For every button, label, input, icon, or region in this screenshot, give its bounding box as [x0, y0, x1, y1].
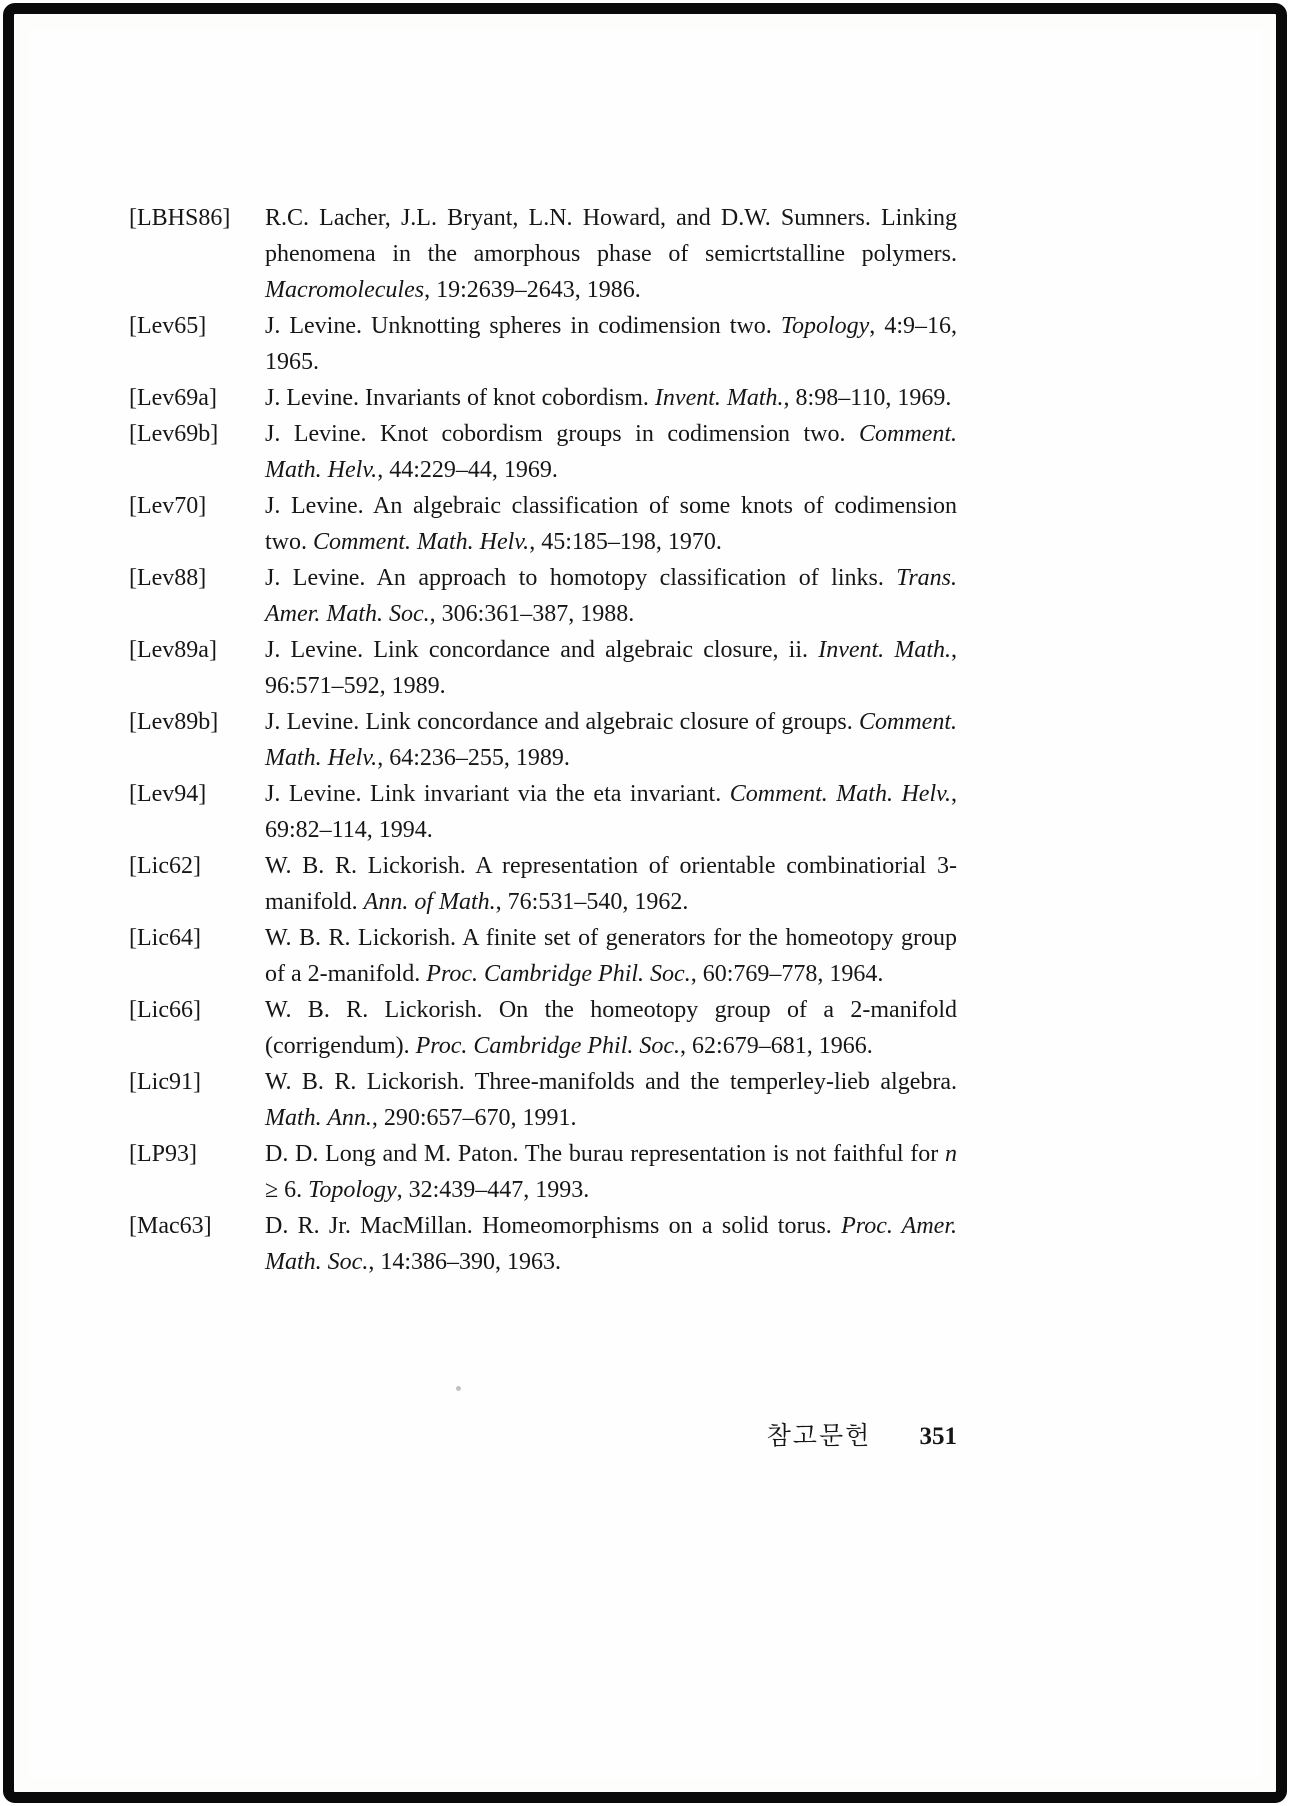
reference-entry [129, 488, 957, 560]
reference-text: J. Levine. Invariants of knot cobordism. Invent. Math., 8:98–110, 1969. [265, 385, 952, 411]
reference-entry [129, 704, 957, 776]
reference-id: [Lev89a] [129, 637, 217, 663]
reference-text: J. Levine. Link invariant via the eta invariant. Comment. Math. Helv., 69:82–114, 1994. [265, 781, 958, 843]
reference-text: W. B. R. Lickorish. A representation of orientable combinatiorial 3-manifold. Ann. of Math., 76:531–540, 1962. [265, 853, 957, 915]
reference-entry [129, 1064, 957, 1136]
reference-entry [129, 920, 957, 992]
reference-entry [129, 560, 957, 632]
reference-entry [129, 632, 957, 704]
reference-entry [129, 848, 957, 920]
reference-text: W. B. R. Lickorish. On the homeotopy group of a 2-manifold (corrigendum). Proc. Cambridge Phil. Soc., 62:679–681, 1966. [265, 997, 957, 1059]
reference-id: [Lic64] [129, 925, 201, 951]
page-footer [129, 1420, 957, 1454]
reference-id: [Lev88] [129, 565, 207, 591]
reference-list [129, 200, 957, 1280]
scan-border-frame [3, 3, 1287, 1803]
reference-entry [129, 1208, 957, 1280]
reference-text: J. Levine. Unknotting spheres in codimension two. Topology, 4:9–16, 1965. [265, 313, 957, 375]
reference-id: [LP93] [129, 1141, 197, 1167]
reference-text: J. Levine. Knot cobordism groups in codimension two. Comment. Math. Helv., 44:229–44, 1969. [265, 421, 957, 483]
reference-text: D. D. Long and M. Paton. The burau representation is not faithful for n ≥ 6. Topology, 32:439–447, 1993. [265, 1141, 957, 1203]
reference-id: [Lic91] [129, 1069, 201, 1095]
footer-section-title: 참고문헌 [766, 1423, 872, 1450]
reference-id: [Lev65] [129, 313, 207, 339]
reference-id: [Lic66] [129, 997, 201, 1023]
reference-id: [Lev94] [129, 781, 207, 807]
reference-text: D. R. Jr. MacMillan. Homeomorphisms on a solid torus. Proc. Amer. Math. Soc., 14:386–390, 1963. [265, 1213, 957, 1275]
reference-text: J. Levine. Link concordance and algebraic closure, ii. Invent. Math., 96:571–592, 1989. [265, 637, 958, 699]
reference-entry [129, 776, 957, 848]
reference-id: [Lev70] [129, 493, 207, 519]
reference-id: [LBHS86] [129, 205, 231, 231]
reference-entry [129, 416, 957, 488]
reference-entry [129, 1136, 957, 1208]
footer-page-number: 351 [919, 1423, 957, 1450]
reference-id: [Lev69b] [129, 421, 219, 447]
reference-entry [129, 308, 957, 380]
reference-entry [129, 380, 957, 416]
reference-entry [129, 992, 957, 1064]
reference-id: [Lev89b] [129, 709, 219, 735]
reference-text: W. B. R. Lickorish. Three-manifolds and the temperley-lieb algebra. Math. Ann., 290:657–670, 1991. [265, 1069, 957, 1131]
reference-id: [Lic62] [129, 853, 201, 879]
reference-text: J. Levine. An approach to homotopy classification of links. Trans. Amer. Math. Soc., 306:361–387, 1988. [265, 565, 957, 627]
book-page [28, 28, 1262, 1778]
reference-text: J. Levine. Link concordance and algebraic closure of groups. Comment. Math. Helv., 64:236–255, 1989. [265, 709, 957, 771]
reference-entry [129, 200, 957, 308]
reference-id: [Mac63] [129, 1213, 212, 1239]
reference-text: R.C. Lacher, J.L. Bryant, L.N. Howard, and D.W. Sumners. Linking phenomena in the amorphous phase of semicrtstalline polymers. Macromolecules, 19:2639–2643, 1986. [265, 205, 957, 303]
reference-text: J. Levine. An algebraic classification of some knots of codimension two. Comment. Math. Helv., 45:185–198, 1970. [265, 493, 957, 555]
reference-text: W. B. R. Lickorish. A finite set of generators for the homeotopy group of a 2-manifold. Proc. Cambridge Phil. Soc., 60:769–778, 1964. [265, 925, 957, 987]
scan-artifact-dot [456, 1386, 461, 1391]
reference-id: [Lev69a] [129, 385, 217, 411]
